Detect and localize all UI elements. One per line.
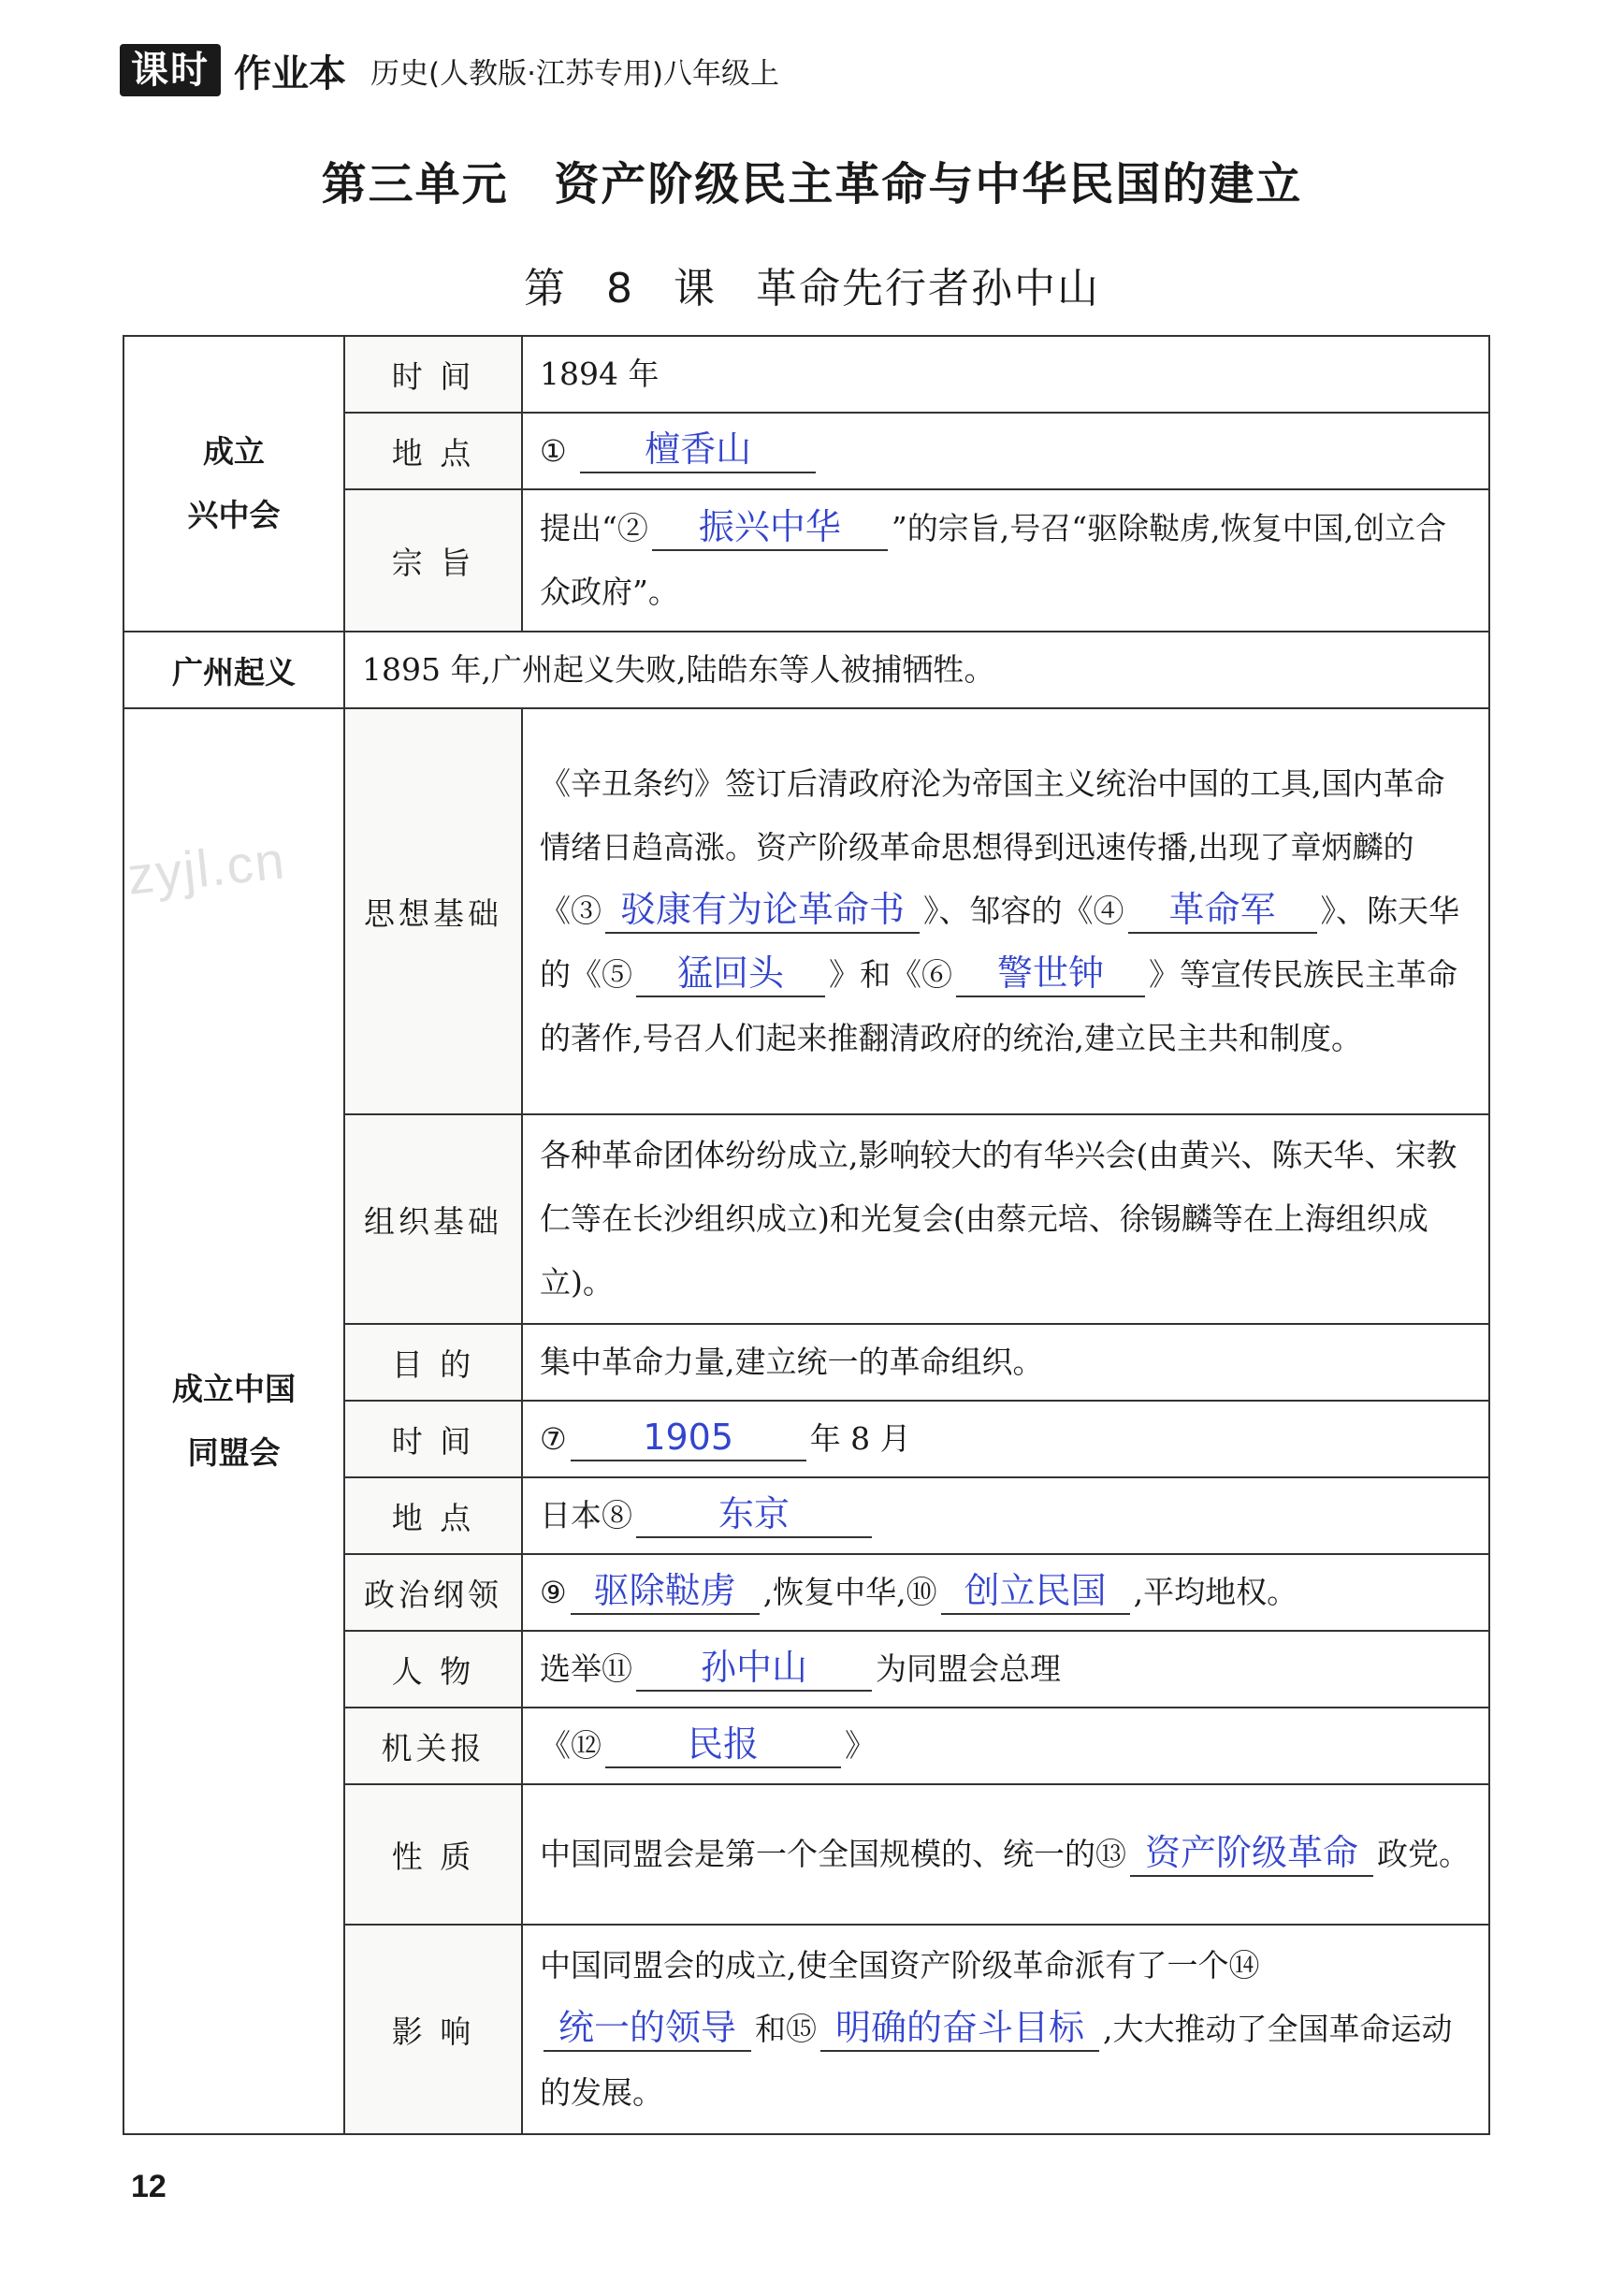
page-header — [120, 41, 779, 99]
answer-blank-10: 创立民国 — [941, 1568, 1130, 1615]
category-line-1: 成立 — [203, 433, 265, 470]
text-segment: ”的宗旨,号召“驱除鞑虏,恢复中国,创立合众政府”。 — [540, 510, 1447, 610]
text-segment: ,恢复中华,⑩ — [762, 1574, 937, 1610]
answer-blank-6: 警世钟 — [956, 951, 1145, 997]
category-tongmenghui — [123, 708, 344, 2134]
tmh-place — [522, 1477, 1489, 1554]
brand-name: 作业本 — [234, 51, 346, 95]
answer-blank-7: 1905 — [571, 1415, 806, 1461]
text-segment: 为同盟会总理 — [876, 1650, 1061, 1687]
tmh-paper — [522, 1708, 1489, 1784]
label-org: 组织基础 — [344, 1114, 522, 1324]
lesson-title: 第 8 课 革命先行者孙中山 — [524, 265, 1100, 313]
tmh-impact — [522, 1925, 1489, 2134]
answer-blank-12: 民报 — [605, 1722, 841, 1768]
text-segment: 》、邹容的《④ — [923, 893, 1124, 929]
label-place: 地 点 — [344, 413, 522, 489]
answer-blank-14: 统一的领导 — [544, 2005, 751, 2052]
label-thought: 思想基础 — [344, 708, 522, 1114]
label-purpose: 目 的 — [344, 1324, 522, 1401]
label-place: 地 点 — [344, 1477, 522, 1554]
unit-title: 第三单元 资产阶级民主革命与中华民国的建立 — [321, 158, 1303, 211]
guangzhou-text: 1895 年,广州起义失败,陆皓东等人被捕牺牲。 — [344, 632, 1489, 708]
xzh-aim — [522, 489, 1489, 632]
text-segment: 年 8 月 — [809, 1420, 911, 1457]
tmh-program — [522, 1554, 1489, 1631]
label-aim: 宗 旨 — [344, 489, 522, 632]
xzh-place — [522, 413, 1489, 489]
purpose-text: 集中革命力量,建立统一的革命组织。 — [522, 1324, 1489, 1401]
text-segment: ,平均地权。 — [1133, 1574, 1298, 1610]
answer-blank-4: 革命军 — [1128, 887, 1317, 934]
label-time: 时 间 — [344, 336, 522, 413]
category-line-2: 兴中会 — [187, 497, 281, 533]
label-paper: 机关报 — [344, 1708, 522, 1784]
answer-blank-13: 资产阶级革命 — [1130, 1830, 1373, 1877]
label-nature: 性 质 — [344, 1784, 522, 1925]
text-segment: 提出“② — [540, 510, 648, 546]
text-segment: ,大大推动了全国革命运动的发展。 — [540, 2011, 1453, 2111]
label-impact: 影 响 — [344, 1925, 522, 2134]
text-segment: 选举⑪ — [540, 1650, 632, 1687]
text-segment: 日本⑧ — [540, 1497, 632, 1533]
blank-number: ⑦ — [540, 1421, 567, 1457]
answer-blank-5: 猛回头 — [636, 951, 825, 997]
answer-blank-2: 振兴中华 — [652, 504, 888, 551]
answer-blank-3: 驳康有为论革命书 — [605, 887, 920, 934]
text-segment: 》、陈天华的《⑤ — [540, 893, 1460, 993]
text-segment: 《辛丑条约》签订后清政府沦为帝国主义统治中国的工具,国内革命情绪日趋高涨。资产阶级革命思想得到迅速传播,出现了章炳麟的《③ — [540, 765, 1445, 929]
tmh-nature — [522, 1784, 1489, 1925]
xzh-time: 1894 年 — [522, 336, 1489, 413]
text-segment: 中国同盟会的成立,使全国资产阶级革命派有了一个⑭ — [540, 1947, 1260, 1984]
tmh-person — [522, 1631, 1489, 1708]
answer-blank-9: 驱除鞑虏 — [571, 1568, 760, 1615]
category-line-2: 同盟会 — [187, 1434, 281, 1471]
text-segment: 《⑫ — [540, 1727, 602, 1764]
category-xingzhonghui — [123, 336, 344, 632]
label-program: 政治纲领 — [344, 1554, 522, 1631]
blank-number: ⑨ — [540, 1575, 567, 1610]
text-segment: 》和《⑥ — [829, 956, 952, 993]
text-segment: 》等宣传民族民主革命的著作,号召人们起来推翻清政府的统治,建立民主共和制度。 — [540, 956, 1457, 1056]
answer-blank-11: 孙中山 — [636, 1645, 872, 1692]
lesson-table — [123, 335, 1490, 2135]
category-line-1: 成立中国 — [172, 1371, 296, 1407]
answer-blank-1: 檀香山 — [580, 427, 816, 473]
page-number: 12 — [131, 2169, 167, 2204]
thought-basis — [522, 708, 1489, 1114]
tmh-time — [522, 1401, 1489, 1477]
text-segment: 政党。 — [1377, 1836, 1471, 1872]
label-person: 人 物 — [344, 1631, 522, 1708]
label-time: 时 间 — [344, 1401, 522, 1477]
category-guangzhou: 广州起义 — [123, 632, 344, 708]
text-segment: 中国同盟会是第一个全国规模的、统一的⑬ — [540, 1836, 1126, 1872]
brand-logo: 课时 — [120, 44, 221, 96]
org-basis: 各种革命团体纷纷成立,影响较大的有华兴会(由黄兴、陈天华、宋教仁等在长沙组织成立)和光复会(由蔡元培、徐锡麟等在上海组织成立)。 — [522, 1114, 1489, 1324]
answer-blank-15: 明确的奋斗目标 — [820, 2005, 1099, 2052]
answer-blank-8: 东京 — [636, 1491, 872, 1538]
book-info: 历史(人教版·江苏专用)八年级上 — [370, 56, 780, 91]
text-segment: 》 — [845, 1727, 876, 1764]
blank-number: ① — [540, 433, 567, 469]
text-segment: 和⑮ — [755, 2011, 818, 2047]
watermark: zyjl.cn — [124, 830, 289, 906]
